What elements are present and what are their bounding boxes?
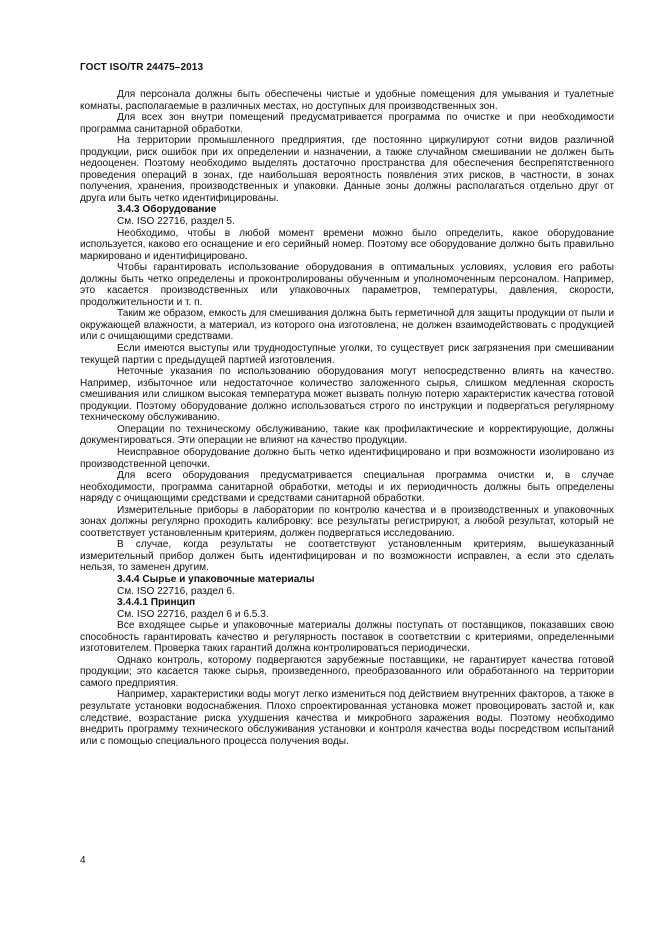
- paragraph-cleaning-program-equipment: Для всего оборудования предусматривается специальная программа очистки и, в случае необходимости, программа санитарной обработки, методы и их периодичность должны быть определены наряду с очищающими средствами и средствами санитарной обработки.: [80, 470, 614, 505]
- paragraph-washrooms: Для персонала должны быть обеспечены чистые и удобные помещения для умывания и туалетные комнаты, располагаемые в различных местах, но доступных для производственных зон.: [80, 89, 614, 112]
- reference-iso-section-5: См. ISO 22716, раздел 5.: [117, 216, 235, 228]
- paragraph-mixing-vessel: Таким же образом, емкость для смешивания должна быть герметичной для защиты продукции от пыли и окружающей влажности, а материал, из которого она изготовлена, не должен взаимодействовать с продукцией или с очищающими средствами.: [80, 308, 614, 343]
- paragraph-contamination-risk: Если имеются выступы или труднодоступные уголки, то существует риск загрязнения при смешивании текущей партии с предыдущей партией изготовления.: [80, 343, 614, 366]
- section-heading-raw-materials: 3.4.4 Сырье и упаковочные материалы: [117, 573, 315, 585]
- paragraph-water-quality: Например, характеристики воды могут легко измениться под действием внутренних факторов, а также в результате установки водоснабжения. Плохо спроектированная установка может провоцировать застой и, как следствие, возрастание риска ухудшения качества и микробного заражения воды. Поэтому необходимо внедрить программу технического обслуживания установки и контроля качества воды посредством испытаний или с помощью специального процесса получения воды.: [80, 689, 614, 747]
- page-number: 4: [80, 855, 86, 866]
- paragraph-suppliers: Все входящее сырье и упаковочные материалы должны поступать от поставщиков, показавших свою способность гарантировать качество и регулярность поставок в соответствии с критериями, определенными изготовителем. Проверка таких гарантий должна контролироваться периодически.: [80, 620, 614, 655]
- paragraph-faulty-equipment: Неисправное оборудование должно быть четко идентифицировано и при возможности изолировано из производственной цепочки.: [80, 446, 614, 470]
- reference-iso-section-6-5-3: См. ISO 22716, раздел 6 и 6.5.3.: [117, 608, 269, 620]
- paragraph-foreign-suppliers: Однако контроль, которому подвергаются зарубежные поставщики, не гарантирует качества готовой продукции; это касается также сырья, произведенного, преобразованного или обработанного на территории самого предприятия.: [80, 654, 614, 689]
- paragraph-equipment-identification: Необходимо, чтобы в любой момент времени можно было определить, какое оборудование используется, каково его оснащение и его серийный номер. Поэтому все оборудование должно быть правильно маркировано и идентифицировано.: [80, 227, 614, 262]
- section-heading-principle: 3.4.4.1 Принцип: [117, 597, 196, 609]
- paragraph-cleaning-program: Для всех зон внутри помещений предусматривается программа по очистке и при необходимости программа санитарной обработки.: [80, 112, 614, 135]
- document-body: [80, 89, 614, 747]
- paragraph-territory-risks: На территории промышленного предприятия, где постоянно циркулируют сотни видов различной продукции, риск ошибок при их определении и назначении, а также случайном смешивании не должен быть недооценен. Поэтому необходимо выделять достаточно пространства для обеспечения беспрепятственного проведения операций в зонах, где наибольшая вероятность появления этих рисков, в частности, в зонах получения, хранения, производственных и упаковки. Данные зоны должны располагаться отдельно друг от друга или быть четко идентифицированы.: [80, 135, 614, 204]
- paragraph-inaccurate-instructions: Неточные указания по использованию оборудования могут непосредственно влиять на качество. Например, избыточное или недостаточное количество заложенного сырья, слишком медленная скорость смешивания или слишком высокая температура может вызвать полную потерю характеристик качества готовой продукции. Поэтому оборудование должно использоваться строго по инструкции и подвергаться регулярному техническому обслуживанию.: [80, 366, 614, 424]
- paragraph-calibration: Измерительные приборы в лаборатории по контролю качества и в производственных и упаковочных зонах должны регулярно проходить калибровку: все результаты регистрируют, а любой результат, который не соответствует установленным критериям, должен подвергаться исследованию.: [80, 504, 614, 539]
- paragraph-maintenance-operations: Операции по техническому обслуживанию, такие как профилактические и корректирующие, должны документироваться. Эти операции не влияют на качество продукции.: [80, 423, 614, 447]
- reference-iso-section-6: См. ISO 22716, раздел 6.: [117, 585, 235, 597]
- standard-header: ГОСТ ISO/TR 24475–2013: [80, 62, 204, 73]
- paragraph-operating-conditions: Чтобы гарантировать использование оборудования в оптимальных условиях, условия его работы должны быть четко определены и проконтролированы обученным и уполномоченным персоналом. Например, это касается производственных или упаковочных параметров, температуры, давления, скорости, продолжительности и т. п.: [80, 262, 614, 308]
- paragraph-nonconforming-results: В случае, когда результаты не соответствуют установленным критериям, вышеуказанный измерительный прибор должен быть идентифицирован и по возможности исправлен, а если это сделать нельзя, то заменен другим.: [80, 539, 614, 574]
- section-heading-equipment: 3.4.3 Оборудование: [117, 204, 217, 216]
